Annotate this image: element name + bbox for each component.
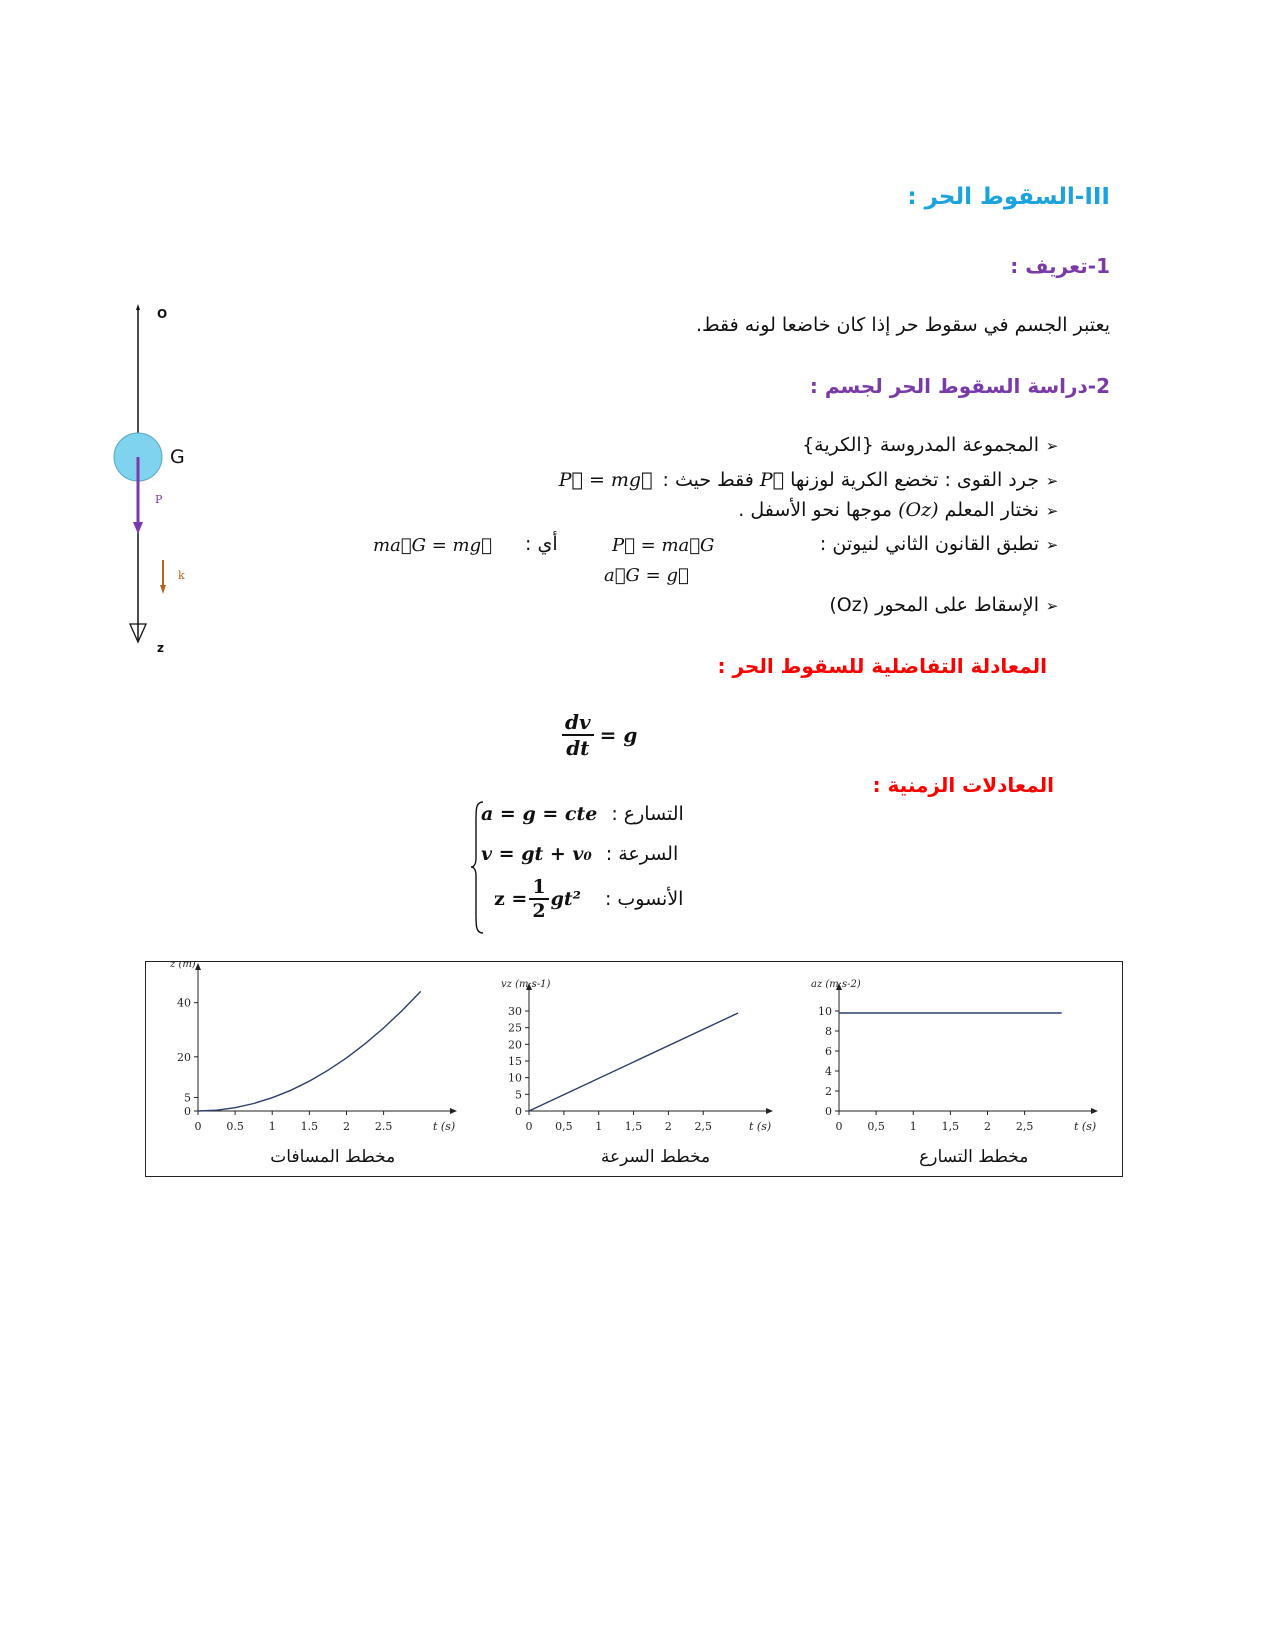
accel-x-axis-label: t (s) <box>1074 1120 1097 1133</box>
derivative-numerator: dv <box>562 710 594 736</box>
study-heading: 2-دراسة السقوط الحر لجسم : <box>809 374 1110 398</box>
arrow-bullet-icon: ➢ <box>1045 536 1059 554</box>
position-row <box>494 876 683 922</box>
accel-x-tick-label: 1 <box>909 1120 917 1133</box>
distance-y-tick-label: 5 <box>184 1091 191 1105</box>
distance-x-tick-label: 0.5 <box>226 1120 244 1133</box>
speed-y-tick-label: 30 <box>508 1005 522 1018</box>
speed-y-tick-label: 25 <box>508 1021 522 1035</box>
weight-symbol: P⃗ <box>759 469 785 491</box>
accel-row <box>481 803 684 825</box>
speed-x-arrow-icon <box>766 1108 773 1114</box>
accel-x-tick-label: 2 <box>983 1120 991 1133</box>
weight-equation: P⃗ = mg⃗ <box>558 469 653 491</box>
speed-y-tick-label: 20 <box>508 1038 522 1052</box>
bullet-system <box>802 434 1065 456</box>
differential-equation <box>562 710 637 760</box>
accel-chart-title: مخطط التسارع <box>919 1147 1029 1167</box>
weight-arrowhead-icon <box>133 522 143 534</box>
distance-x-tick-label: 2.5 <box>374 1120 393 1133</box>
weight-label: P <box>155 493 163 506</box>
distance-y-tick-label: 40 <box>177 996 191 1010</box>
speed-x-tick-label: 2 <box>664 1120 672 1133</box>
bullet-newton <box>820 533 1065 555</box>
charts-svg <box>146 962 1121 1175</box>
speed-x-tick-label: 0,5 <box>555 1120 573 1133</box>
time-equations-heading: المعادلات الزمنية : <box>872 773 1054 797</box>
distance-y-axis-label: z (m) <box>170 962 196 970</box>
position-label: الأنسوب : <box>604 888 684 910</box>
distance-series-line <box>198 991 421 1111</box>
speed-y-tick-label: 0 <box>515 1105 522 1118</box>
arrow-bullet-icon: ➢ <box>1045 502 1059 520</box>
distance-x-tick-label: 0 <box>194 1120 202 1133</box>
accel-x-tick-label: 1,5 <box>941 1120 960 1133</box>
speed-series-line <box>529 1013 738 1111</box>
speed-label: السرعة : <box>605 843 679 865</box>
distance-x-tick-label: 1 <box>268 1120 276 1133</box>
accel-y-tick-label: 0 <box>825 1105 832 1118</box>
bullet-forces <box>559 469 1065 491</box>
distance-y-tick-label: 0 <box>184 1105 191 1118</box>
half-denominator: 2 <box>532 900 546 922</box>
speed-y-tick-label: 5 <box>515 1088 522 1102</box>
accel-y-tick-label: 6 <box>825 1045 832 1058</box>
speed-equation: v = gt + v₀ <box>481 843 592 865</box>
half-numerator: 1 <box>529 876 548 900</box>
definition-heading: 1-تعريف : <box>1010 254 1110 278</box>
distance-y-arrow-icon <box>195 963 201 970</box>
accel-x-tick-label: 2,5 <box>1015 1120 1034 1133</box>
distance-y-tick-label: 20 <box>177 1050 191 1064</box>
charts-panel <box>145 961 1123 1177</box>
center-label: G <box>170 446 185 468</box>
bullet-forces-mid: فقط حيث : <box>662 469 754 491</box>
bullet-projection-text: الإسقاط على المحور (Oz) <box>829 594 1039 616</box>
newton-equation-2: ma⃗G = mg⃗ <box>373 535 492 556</box>
speed-x-tick-label: 1,5 <box>624 1120 643 1133</box>
accel-x-tick-label: 0 <box>835 1120 843 1133</box>
unit-vector-arrowhead-icon <box>160 585 166 594</box>
axis-label: z <box>157 641 164 655</box>
distance-x-arrow-icon <box>450 1108 457 1114</box>
frame-symbol: (Oz) <box>898 499 939 521</box>
accel-y-tick-label: 2 <box>825 1085 832 1098</box>
speed-x-tick-label: 2,5 <box>694 1120 712 1133</box>
speed-y-tick-label: 15 <box>508 1055 522 1068</box>
accel-x-arrow-icon <box>1091 1108 1098 1114</box>
origin-tick-icon <box>136 304 140 310</box>
origin-label: O <box>157 307 168 321</box>
speed-x-tick-label: 0 <box>525 1120 533 1133</box>
speed-chart-title: مخطط السرعة <box>600 1147 711 1167</box>
half-fraction <box>529 876 548 922</box>
derivative-denominator: dt <box>566 736 590 760</box>
bullet-newton-text: تطبق القانون الثاني لنيوتن : <box>819 533 1039 555</box>
derivative-fraction <box>562 710 594 760</box>
bullet-system-text: المجموعة المدروسة {الكرية} <box>802 434 1039 456</box>
newton-equation: P⃗ = ma⃗G <box>612 535 715 556</box>
bullet-frame-text-a: نختار المعلم <box>944 499 1039 521</box>
accel-y-tick-label: 8 <box>825 1025 832 1038</box>
bullet-projection <box>829 594 1065 616</box>
differential-heading: المعادلة التفاضلية للسقوط الحر : <box>717 654 1047 678</box>
speed-row <box>481 843 678 865</box>
free-fall-diagram <box>100 300 220 660</box>
accel-y-axis-label: az (m·s-2) <box>811 979 861 990</box>
unit-vector-label: k <box>178 569 185 582</box>
bullet-frame-text-b: موجها نحو الأسفل . <box>738 499 893 521</box>
accel-label: التسارع : <box>611 803 684 825</box>
bullet-frame <box>738 499 1065 521</box>
derivative-rhs: = g <box>599 723 638 747</box>
arrow-bullet-icon: ➢ <box>1045 597 1059 615</box>
accel-y-tick-label: 4 <box>825 1065 832 1078</box>
bullet-forces-text: جرد القوى : تخضع الكرية لوزنها <box>790 469 1039 491</box>
speed-y-axis-label: vz (m·s-1) <box>501 979 551 990</box>
position-lhs: z = <box>494 888 528 910</box>
position-rhs: gt² <box>550 888 581 910</box>
section-title: III-السقوط الحر : <box>907 184 1110 210</box>
arrow-bullet-icon: ➢ <box>1045 437 1059 455</box>
arrow-bullet-icon: ➢ <box>1045 472 1059 490</box>
newton-equation-3: a⃗G = g⃗ <box>604 565 689 586</box>
speed-x-axis-label: t (s) <box>749 1120 772 1133</box>
distance-chart-title: مخطط المسافات <box>270 1147 396 1167</box>
accel-x-tick-label: 0,5 <box>867 1120 885 1133</box>
distance-x-tick-label: 1.5 <box>300 1120 319 1133</box>
speed-x-tick-label: 1 <box>595 1120 603 1133</box>
distance-x-tick-label: 2 <box>342 1120 350 1133</box>
definition-text: يعتبر الجسم في سقوط حر إذا كان خاضعا لونه فقط. <box>695 314 1110 336</box>
accel-equation: a = g = cte <box>481 803 598 825</box>
newton-ai: أي : <box>525 533 558 555</box>
speed-y-tick-label: 10 <box>508 1071 522 1085</box>
accel-y-tick-label: 10 <box>818 1005 832 1018</box>
distance-x-axis-label: t (s) <box>433 1120 456 1133</box>
